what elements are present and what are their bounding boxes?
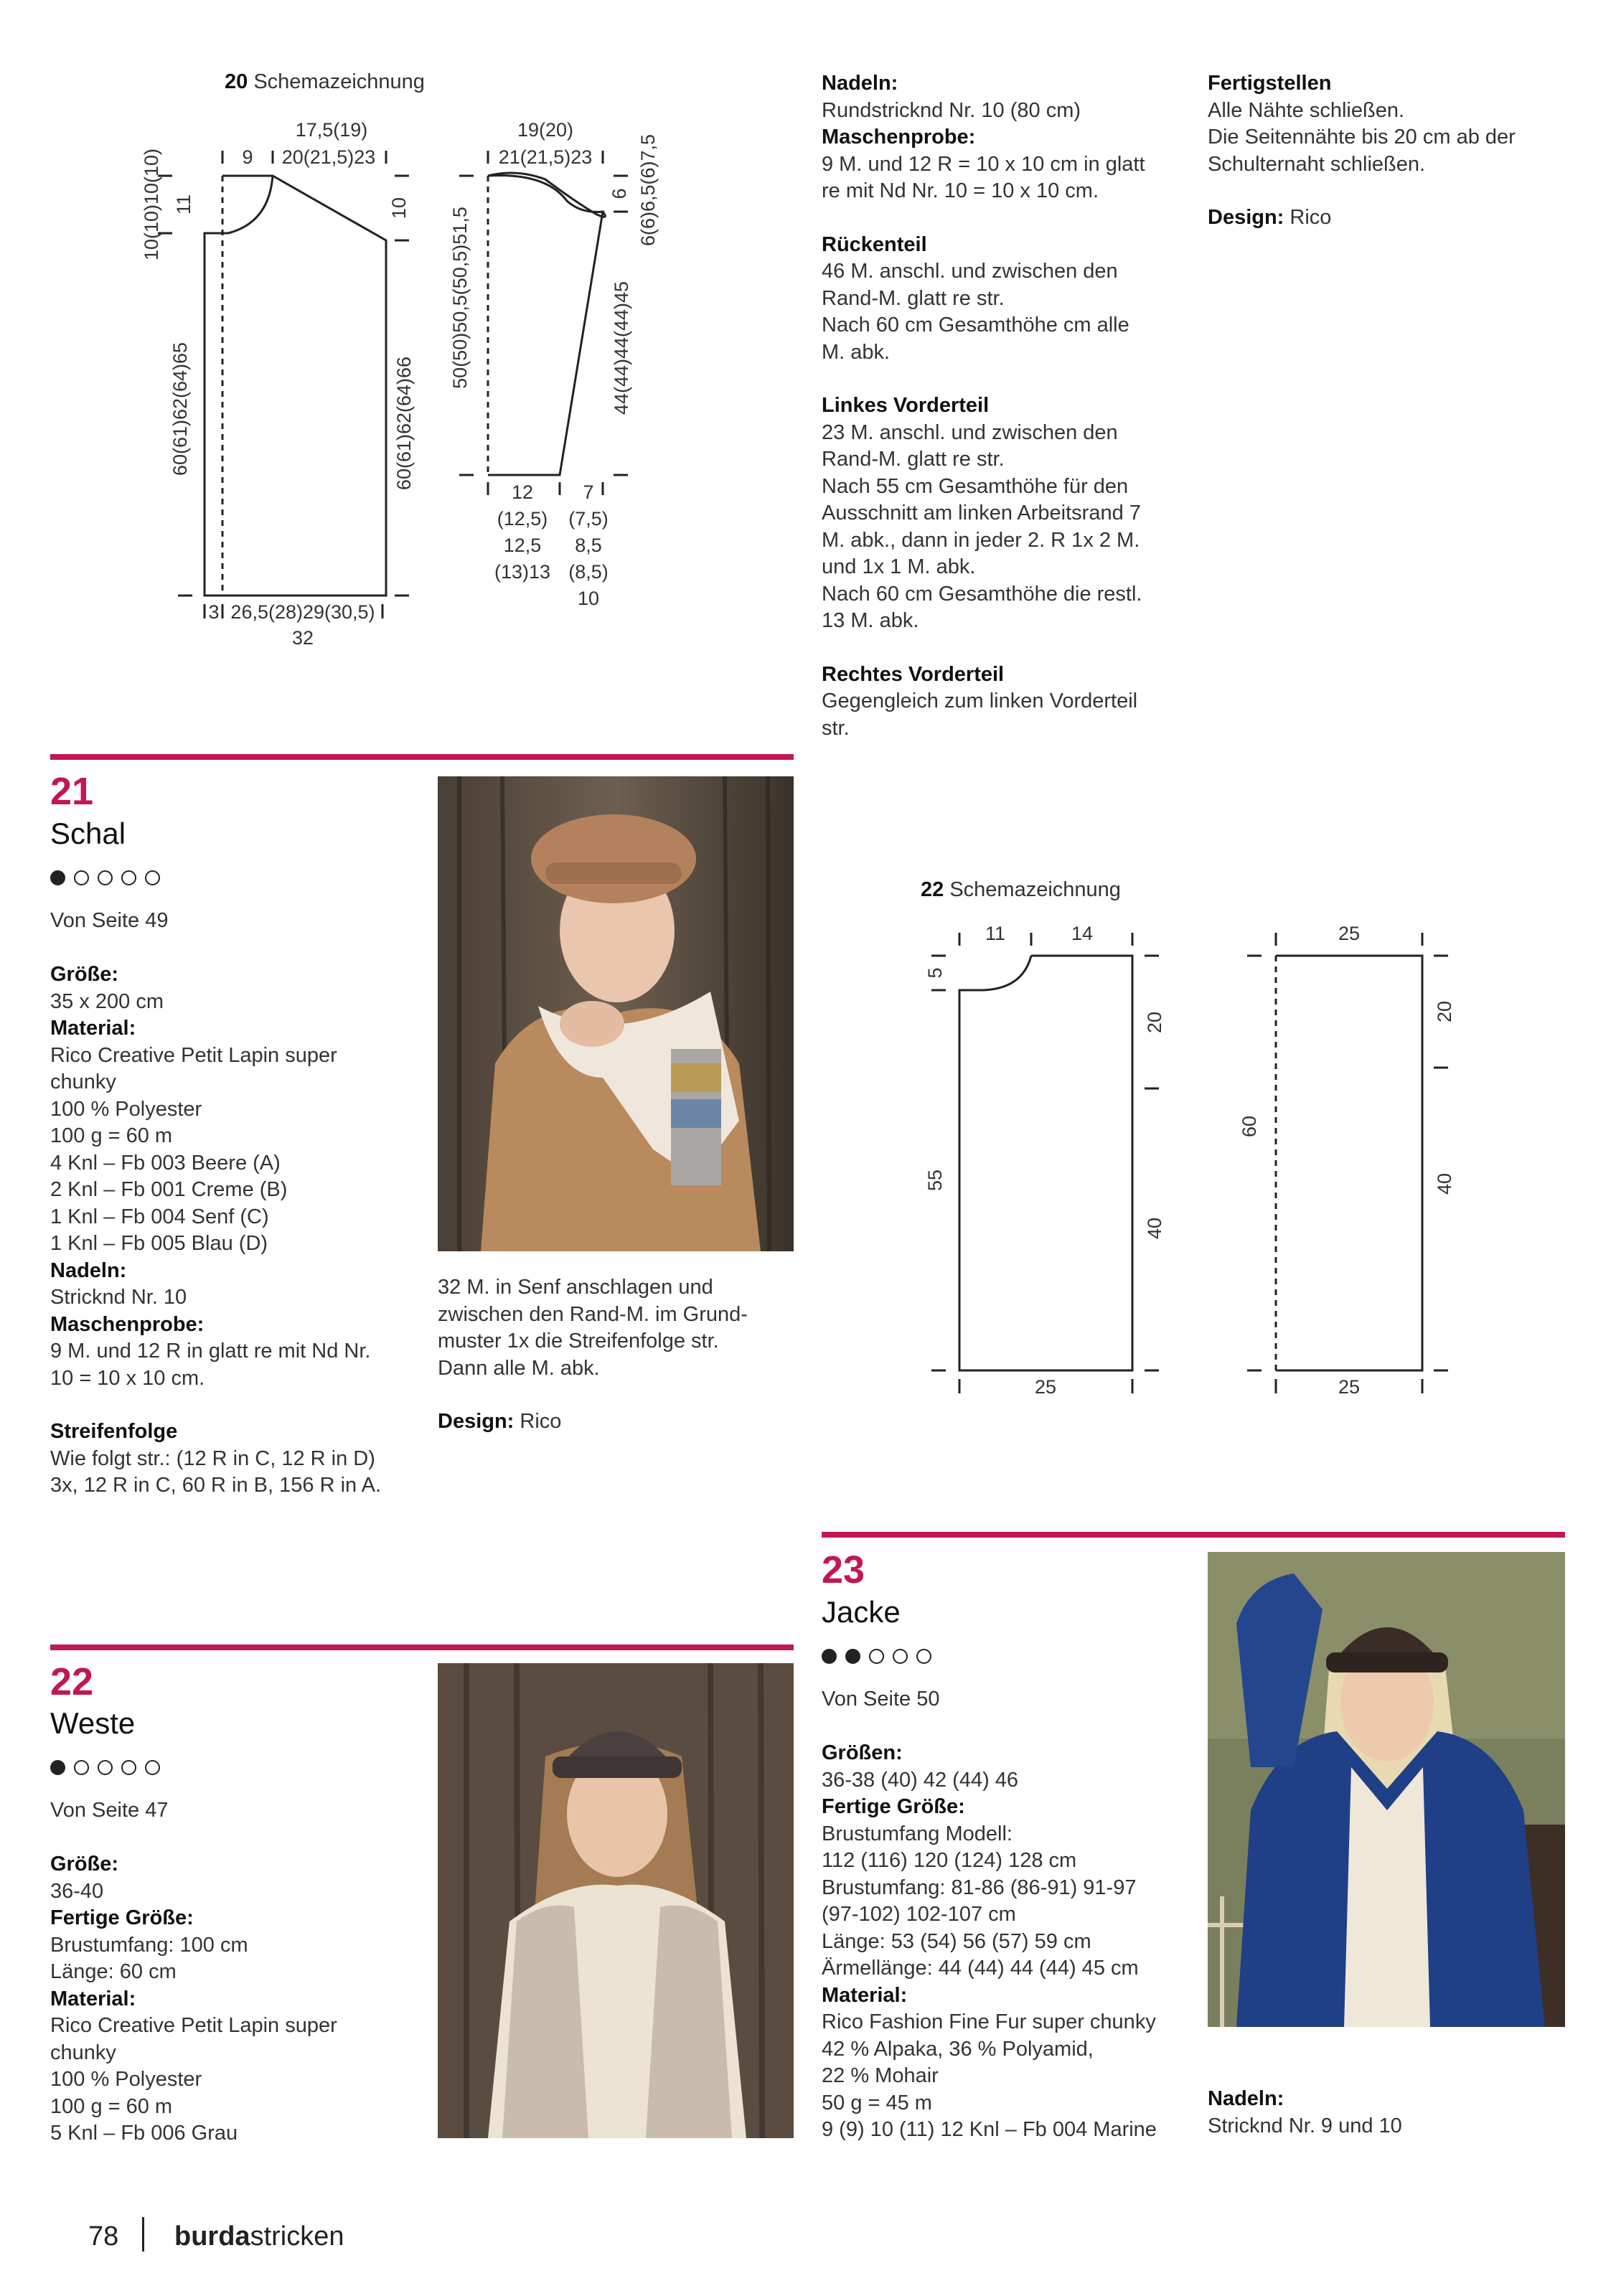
difficulty-dot-filled bbox=[845, 1649, 860, 1664]
s20-back-label: Rückenteil bbox=[822, 232, 927, 256]
s23-info-line: (97-102) 102-107 cm bbox=[822, 1903, 1016, 1926]
d2-top-1: 19(20) bbox=[517, 119, 574, 141]
s22-d1-right-bottom: 40 bbox=[1144, 1217, 1165, 1240]
s22-size-label: Größe: bbox=[50, 1853, 119, 1876]
s21-from-page: Von Seite 49 bbox=[50, 909, 169, 932]
s23-info-line: Länge: 53 (54) 56 (57) 59 cm bbox=[822, 1929, 1091, 1953]
s20-needles-label: Nadeln: bbox=[822, 72, 898, 95]
s22-d1-right-top: 20 bbox=[1144, 1011, 1165, 1034]
s21-info-line: 100 g = 60 m bbox=[50, 1124, 173, 1147]
footer-separator bbox=[142, 2217, 144, 2252]
s23-title: Jacke bbox=[822, 1595, 901, 1629]
difficulty-dot-empty bbox=[145, 870, 160, 885]
s20-gauge-label: Maschenprobe: bbox=[822, 126, 976, 149]
difficulty-dot-empty bbox=[121, 1760, 136, 1775]
s21-photo bbox=[438, 776, 794, 1251]
d1-right-body: 60(61)62(64)66 bbox=[393, 356, 415, 491]
d2-bottom-right-3: (8,5) bbox=[568, 561, 609, 583]
d2-bottom-left-0: 12 bbox=[511, 481, 534, 503]
s22-finished-size-label: Fertige Größe: bbox=[50, 1906, 194, 1929]
s22-info-line: Länge: 60 cm bbox=[50, 1960, 177, 1983]
s20-back-line: Rand-M. glatt re str. bbox=[822, 286, 1005, 310]
d1-left-top-outer: 10(10)10(10) bbox=[141, 148, 162, 261]
d2-bottom-right-2: 8,5 bbox=[575, 535, 602, 556]
difficulty-dot-empty bbox=[74, 1760, 89, 1775]
s20-left-front-line: M. abk., dann in jeder 2. R 1x 2 M. bbox=[822, 528, 1140, 552]
s21-info-line: 3x, 12 R in C, 60 R in B, 156 R in A. bbox=[50, 1474, 382, 1497]
s20-back-line: Nach 60 cm Gesamthöhe cm alle bbox=[822, 314, 1129, 337]
s23-info-line: 50 g = 45 m bbox=[822, 2091, 932, 2114]
s22-title: Weste bbox=[50, 1706, 136, 1740]
s21-title: Schal bbox=[50, 817, 126, 850]
s20-finishing-label: Fertigstellen bbox=[1208, 72, 1332, 95]
s20-gauge-line: 9 M. und 12 R = 10 x 10 cm in glatt bbox=[822, 152, 1145, 176]
s20-left-front-line: 23 M. anschl. und zwischen den bbox=[822, 420, 1118, 444]
d1-bottom-under: 32 bbox=[291, 627, 314, 649]
brand-bold: burda bbox=[174, 2221, 250, 2252]
s21-info-line: chunky bbox=[50, 1071, 116, 1093]
s20-instructions bbox=[822, 70, 1195, 742]
s22-info-line: Brustumfang: 100 cm bbox=[50, 1933, 248, 1957]
s21-difficulty bbox=[50, 870, 160, 885]
s22-d1-left-neck: 5 bbox=[924, 967, 946, 979]
s20-left-front-line: Nach 60 cm Gesamthöhe die restl. bbox=[822, 582, 1142, 606]
s22-d2-right-bottom: 40 bbox=[1434, 1172, 1455, 1195]
difficulty-dot-empty bbox=[869, 1649, 884, 1664]
s20-back-line: M. abk. bbox=[822, 340, 891, 364]
s23-info-line: Brustumfang: 81-86 (86-91) 91-97 bbox=[822, 1876, 1137, 1899]
s23-number: 23 bbox=[822, 1548, 865, 1591]
s23-info-line: 9 (9) 10 (11) 12 Knl – Fb 004 Marine bbox=[822, 2118, 1157, 2141]
s23-info-line: 22 % Mohair bbox=[822, 2064, 939, 2087]
s22-d2-bottom: 25 bbox=[1338, 1376, 1361, 1398]
s22-photo bbox=[438, 1663, 794, 2138]
s21-material-label: Material: bbox=[50, 1017, 136, 1040]
difficulty-dot-filled bbox=[50, 1760, 65, 1775]
s20-back-line: 46 M. anschl. und zwischen den bbox=[822, 260, 1118, 283]
s21-design: Design: Rico bbox=[438, 1410, 562, 1433]
s22-info-line: 5 Knl – Fb 006 Grau bbox=[50, 2122, 238, 2145]
s21-info-line: 1 Knl – Fb 005 Blau (D) bbox=[50, 1232, 268, 1255]
s20-left-front-line: Rand-M. glatt re str. bbox=[822, 448, 1005, 471]
s22-info-line: 36-40 bbox=[50, 1879, 104, 1903]
s21-instr-line: 32 M. in Senf anschlagen und bbox=[438, 1276, 713, 1299]
s21-info-line: 4 Knl – Fb 003 Beere (A) bbox=[50, 1151, 281, 1175]
s21-size-label: Größe: bbox=[50, 963, 119, 986]
difficulty-dot-empty bbox=[74, 870, 89, 885]
s20-design: Design: Rico bbox=[1208, 206, 1332, 229]
s20-finishing-line: Schulternaht schließen. bbox=[1208, 152, 1426, 176]
s20-finishing-line: Die Seitennähte bis 20 cm ab der bbox=[1208, 126, 1516, 149]
s20-left-front-line: Ausschnitt am linken Arbeitsrand 7 bbox=[822, 502, 1141, 524]
brand-rest: stricken bbox=[250, 2221, 344, 2252]
s21-info-line: Rico Creative Petit Lapin super bbox=[50, 1043, 337, 1067]
s22-from-page: Von Seite 47 bbox=[50, 1799, 169, 1822]
s23-info bbox=[822, 1740, 1209, 2144]
d2-bottom-right-0: 7 bbox=[583, 481, 594, 503]
s20-needles-value: Rundstricknd Nr. 10 (80 cm) bbox=[822, 98, 1081, 122]
difficulty-dot-empty bbox=[145, 1760, 160, 1775]
s21-needles-label: Nadeln: bbox=[50, 1258, 127, 1282]
s21-divider bbox=[50, 754, 794, 760]
s20-left-front-line: Nach 55 cm Gesamthöhe für den bbox=[822, 474, 1129, 498]
s23-info-line: Rico Fashion Fine Fur super chunky bbox=[822, 2010, 1156, 2033]
s23-info-line: 112 (116) 120 (124) 128 cm bbox=[822, 1849, 1077, 1872]
s21-stripes-label: Streifenfolge bbox=[50, 1420, 178, 1443]
s23-info-line: Brustumfang Modell: bbox=[822, 1822, 1013, 1845]
d2-bottom-right-4: 10 bbox=[577, 588, 600, 609]
s21-instructions bbox=[438, 1274, 797, 1436]
s21-instr-line: zwischen den Rand-M. im Grund- bbox=[438, 1302, 748, 1326]
s20-right-front-line: str. bbox=[822, 716, 850, 740]
d2-bottom-left-1: (12,5) bbox=[497, 508, 548, 530]
difficulty-dot-filled bbox=[822, 1649, 837, 1664]
s21-info-line: 1 Knl – Fb 004 Senf (C) bbox=[50, 1205, 269, 1228]
s23-divider bbox=[822, 1532, 1565, 1538]
s20-right-front-line: Gegengleich zum linken Vorderteil bbox=[822, 690, 1138, 712]
s22-d1-bottom: 25 bbox=[1034, 1376, 1057, 1398]
s22-info-line: Rico Creative Petit Lapin super bbox=[50, 2014, 337, 2037]
s22-info bbox=[50, 1851, 423, 2147]
s20-right-front-label: Rechtes Vorderteil bbox=[822, 662, 1005, 686]
s23-from-page: Von Seite 50 bbox=[822, 1688, 940, 1711]
s22-d1-top-b: 14 bbox=[1071, 923, 1094, 944]
s21-number: 21 bbox=[50, 770, 94, 813]
s22-info-line: chunky bbox=[50, 2041, 116, 2064]
s23-info-line: 42 % Alpaka, 36 % Polyamid, bbox=[822, 2037, 1094, 2061]
s21-info-line: 9 M. und 12 R in glatt re mit Nd Nr. bbox=[50, 1340, 371, 1363]
s20-left-front-line: und 1x 1 M. abk. bbox=[822, 555, 976, 578]
s21-instr-line: Dann alle M. abk. bbox=[438, 1356, 600, 1380]
d1-top-right-1: 17,5(19) bbox=[295, 119, 368, 141]
s20-finishing bbox=[1208, 70, 1581, 232]
s23-info-line: Ärmellänge: 44 (44) 44 (44) 45 cm bbox=[822, 1957, 1139, 1980]
s22-schema-title: 22 Schemazeichnung bbox=[921, 878, 1121, 901]
s21-info-line: 10 = 10 x 10 cm. bbox=[50, 1366, 205, 1390]
d2-right-top-inner: 6 bbox=[609, 188, 630, 199]
s22-d2-right-top: 20 bbox=[1434, 1000, 1455, 1023]
s22-divider bbox=[50, 1645, 794, 1650]
s22-d1-top-a: 11 bbox=[985, 923, 1006, 944]
difficulty-dot-empty bbox=[121, 870, 136, 885]
d2-left-side: 50(50)50,5(50,5)51,5 bbox=[449, 207, 471, 389]
s21-info-line: 100 % Polyester bbox=[50, 1097, 202, 1121]
s22-schema-diagrams bbox=[904, 911, 1478, 1413]
s22-d2-left: 60 bbox=[1239, 1115, 1260, 1138]
s23-photo bbox=[1208, 1552, 1565, 2027]
d2-bottom-left-2: 12,5 bbox=[503, 535, 542, 556]
s23-finished-size-label: Fertige Größe: bbox=[822, 1795, 965, 1818]
difficulty-dot-filled bbox=[50, 870, 65, 885]
s21-info-line: 2 Knl – Fb 001 Creme (B) bbox=[50, 1178, 288, 1201]
page-number: 78 bbox=[88, 2221, 119, 2252]
difficulty-dot-empty bbox=[98, 1760, 113, 1775]
s20-schema-title: 20 Schemazeichnung bbox=[225, 70, 425, 93]
difficulty-dot-empty bbox=[98, 870, 113, 885]
s20-left-front-label: Linkes Vorderteil bbox=[822, 394, 990, 417]
d1-right-top: 10 bbox=[388, 197, 410, 220]
s21-instr-line: muster 1x die Streifenfolge str. bbox=[438, 1330, 719, 1352]
d1-left-body: 60(61)62(64)65 bbox=[169, 342, 191, 476]
s21-gauge-label: Maschenprobe: bbox=[50, 1312, 205, 1336]
d1-bottom-mid: 26,5(28)29(30,5) bbox=[230, 601, 375, 623]
s23-info-line: 36-38 (40) 42 (44) 46 bbox=[822, 1768, 1019, 1792]
d1-left-top-inner: 11 bbox=[173, 194, 194, 215]
d2-top-2: 21(21,5)23 bbox=[498, 146, 593, 168]
d2-right-side: 44(44)44(44)45 bbox=[611, 281, 632, 415]
s22-info-line: 100 g = 60 m bbox=[50, 2094, 173, 2118]
s22-info-line: 100 % Polyester bbox=[50, 2068, 202, 2091]
d2-right-top-outer: 6(6)6,5(6)7,5 bbox=[637, 133, 659, 247]
s21-info-line: 35 x 200 cm bbox=[50, 989, 164, 1013]
s22-number: 22 bbox=[50, 1660, 94, 1703]
d1-top-right-2: 20(21,5)23 bbox=[281, 146, 376, 168]
s20-schema-diagrams bbox=[141, 108, 689, 667]
s23-needles bbox=[1208, 2086, 1566, 2140]
d2-bottom-left-3: (13)13 bbox=[494, 561, 551, 583]
s23-sizes-label: Größen: bbox=[822, 1741, 903, 1764]
s20-finishing-line: Alle Nähte schließen. bbox=[1208, 98, 1405, 122]
s21-info-line: Wie folgt str.: (12 R in C, 12 R in D) bbox=[50, 1446, 375, 1470]
s22-difficulty bbox=[50, 1760, 160, 1775]
s21-info bbox=[50, 961, 423, 1500]
difficulty-dot-empty bbox=[916, 1649, 931, 1664]
s23-needles-label: Nadeln: bbox=[1208, 2087, 1284, 2110]
s23-material-label: Material: bbox=[822, 1983, 908, 2007]
brand-logo bbox=[174, 2221, 344, 2252]
s22-d2-top: 25 bbox=[1338, 923, 1361, 944]
s23-needles-value: Stricknd Nr. 9 und 10 bbox=[1208, 2114, 1402, 2137]
s21-info-line: Stricknd Nr. 10 bbox=[50, 1286, 187, 1309]
s20-left-front-line: 13 M. abk. bbox=[822, 609, 919, 632]
d1-top-left: 9 bbox=[242, 146, 253, 168]
difficulty-dot-empty bbox=[893, 1649, 908, 1664]
s22-material-label: Material: bbox=[50, 1987, 136, 2010]
s20-gauge-line: re mit Nd Nr. 10 = 10 x 10 cm. bbox=[822, 179, 1099, 202]
s22-d1-left-main: 55 bbox=[924, 1169, 946, 1192]
d1-bottom-left: 3 bbox=[208, 601, 220, 623]
d2-bottom-right-1: (7,5) bbox=[568, 508, 609, 530]
s23-difficulty bbox=[822, 1649, 931, 1664]
